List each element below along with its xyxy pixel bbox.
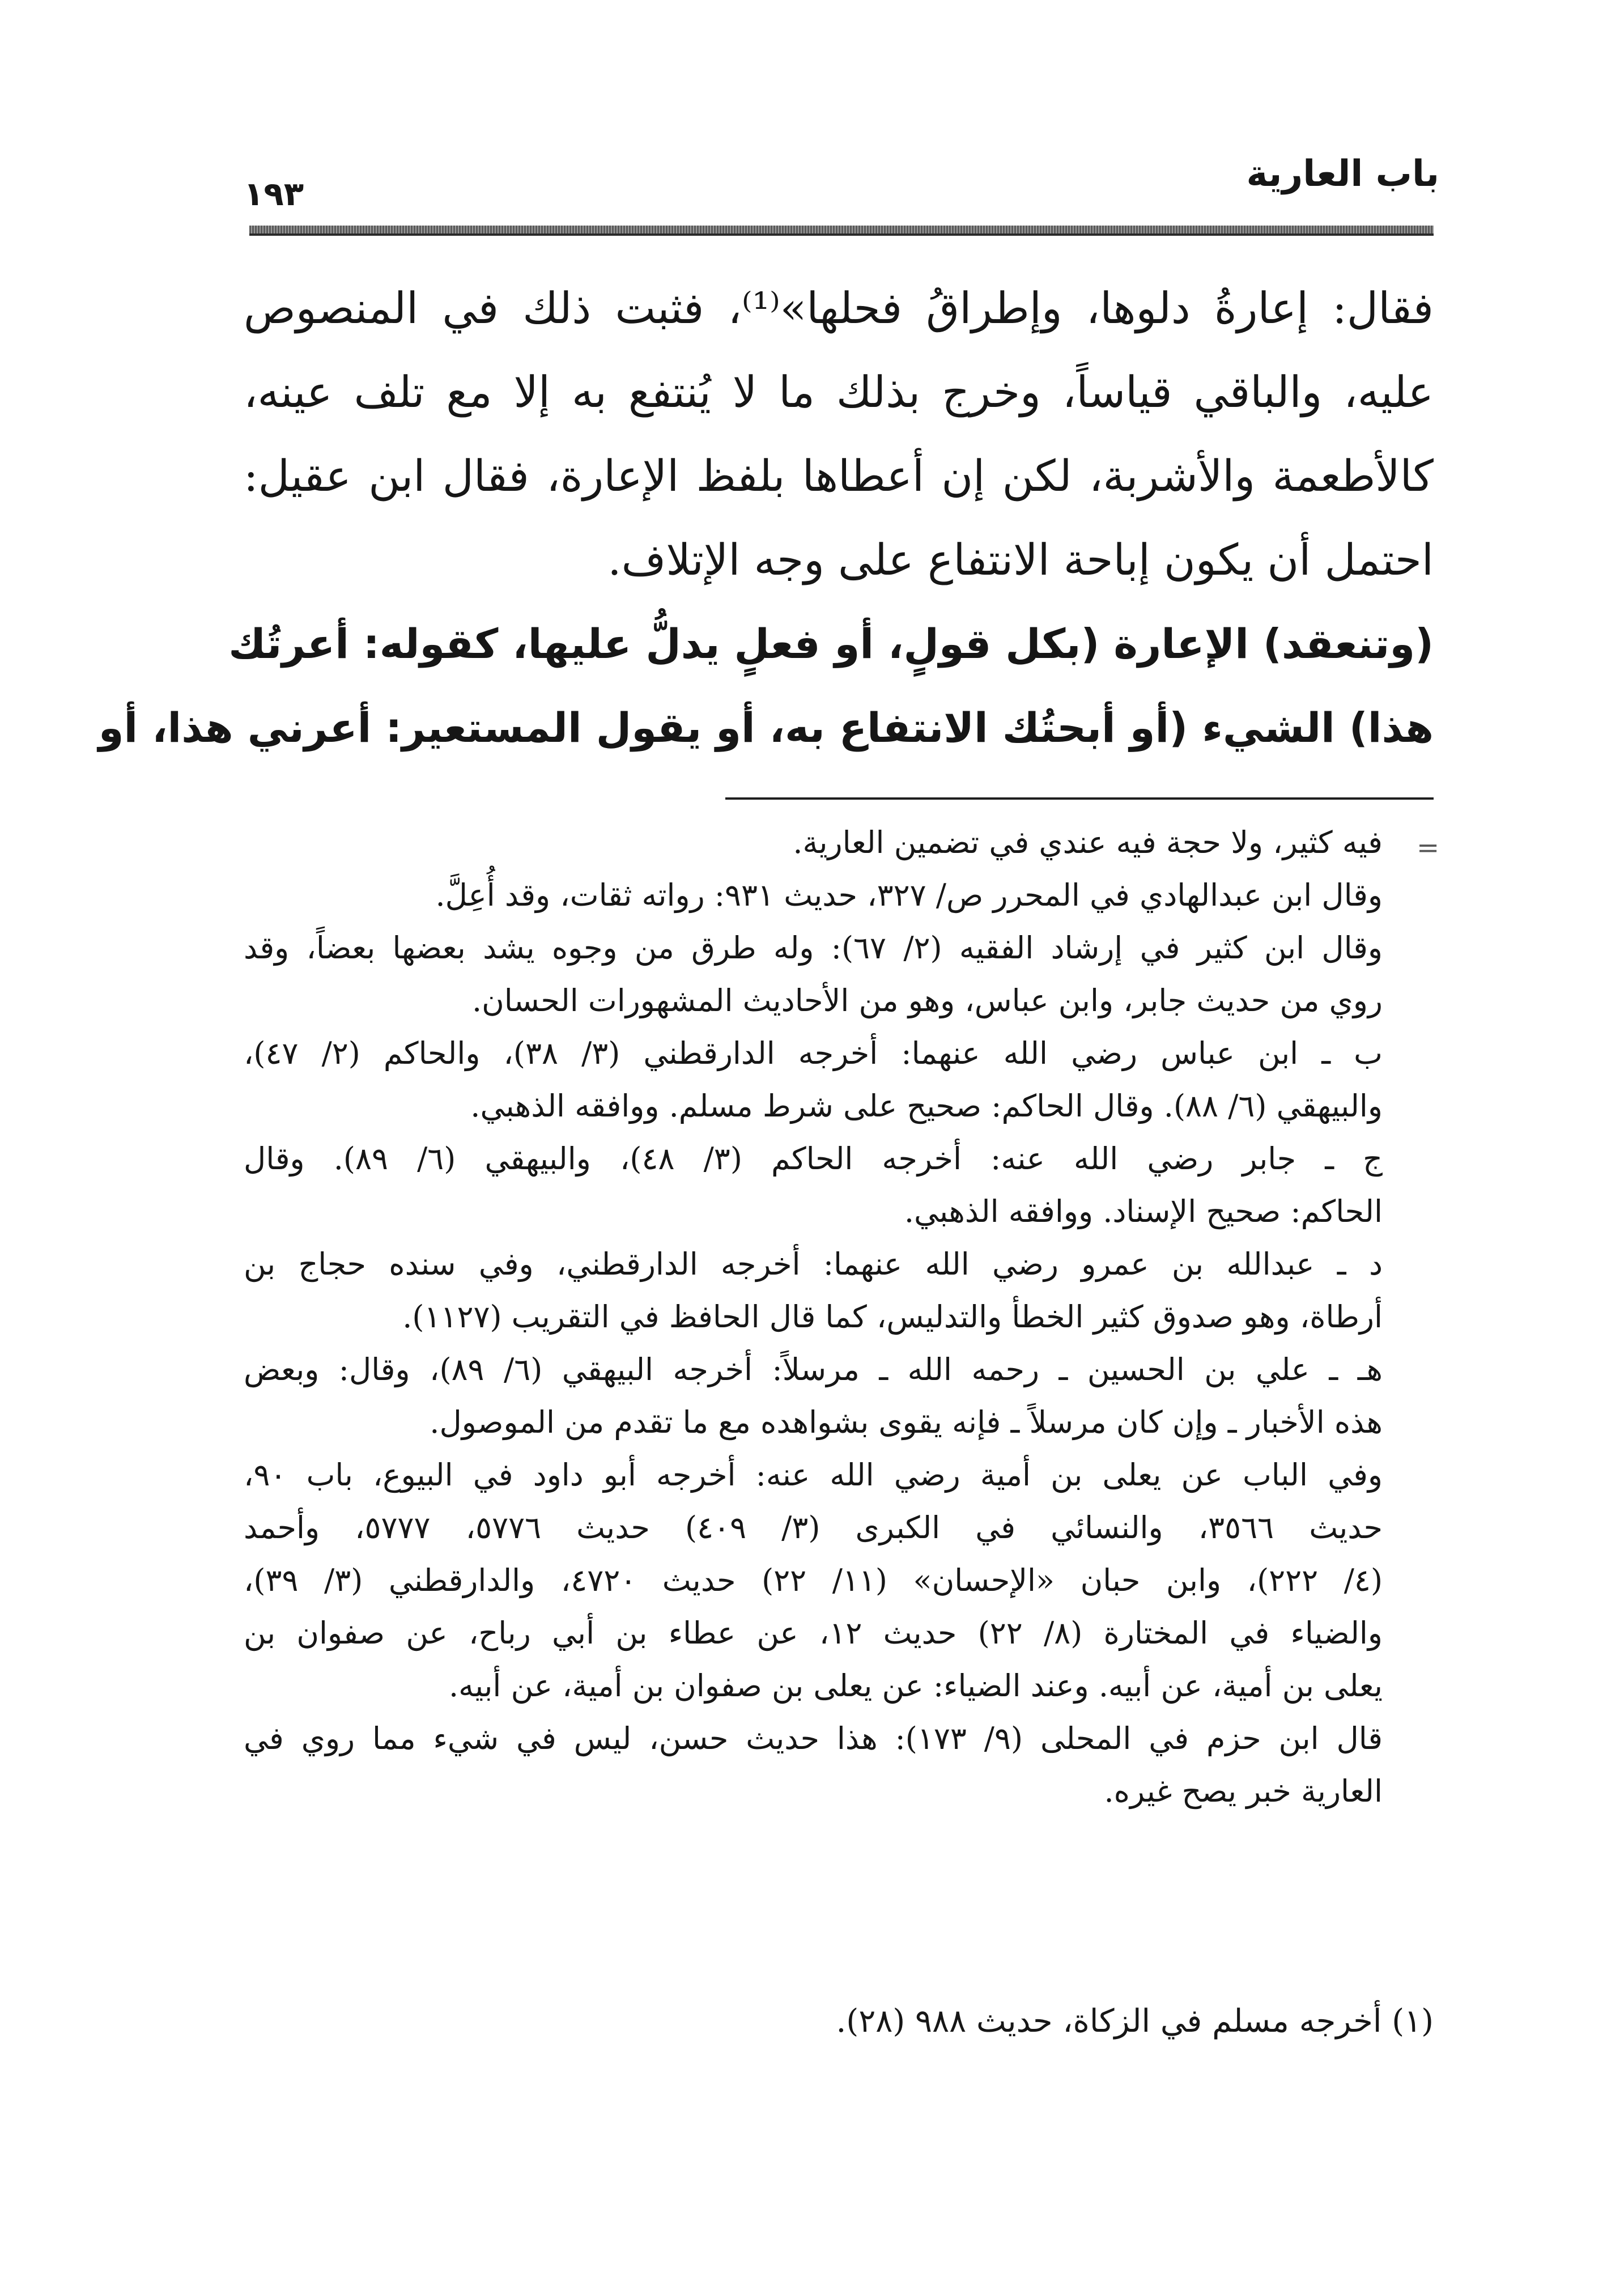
- footnote-line: هـ ـ علي بن الحسين ـ رحمه الله ـ مرسلاً: أخرجه البيهقي (٦/ ٨٩)، وقال: وبعض: [244, 1352, 1383, 1387]
- main-text-line: احتمل أن يكون إباحة الانتفاع على وجه الإتلاف.: [607, 534, 1434, 585]
- main-text: [98, 266, 1434, 770]
- page-number: ١٩٣: [244, 175, 304, 213]
- footnote-line: ج ـ جابر رضي الله عنه: أخرجه الحاكم (٣/ ٤٨)، والبيهقي (٦/ ٨٩). وقال: [244, 1141, 1383, 1177]
- footnote-line: روي من حديث جابر، وابن عباس، وهو من الأحاديث المشهورات الحسان.: [471, 983, 1383, 1018]
- footnote-line: العارية خبر يصح غيره.: [1104, 1773, 1383, 1809]
- footnote-line: فيه كثير، ولا حجة فيه عندي في تضمين العارية.: [793, 825, 1383, 860]
- footnote-line: الحاكم: صحيح الإسناد. ووافقه الذهبي.: [904, 1194, 1383, 1229]
- footnote-line: وقال ابن كثير في إرشاد الفقيه (٢/ ٦٧): وله طرق من وجوه يشد بعضها بعضاً، وقد: [244, 930, 1383, 966]
- footnote-line: والضياء في المختارة (٨/ ٢٢) حديث ١٢، عن عطاء بن أبي رباح، عن صفوان بن: [244, 1615, 1383, 1651]
- footnote-line: (٤/ ٢٢٢)، وابن حبان «الإحسان» (١١/ ٢٢) حديث ٤٧٢٠، والدارقطني (٣/ ٣٩)،: [244, 1562, 1383, 1598]
- main-text-line: فقال: إعارةُ دلوها، وإطراقُ فحلها»⁽¹⁾، فثبت ذلك في المنصوص: [244, 283, 1434, 333]
- footnote-line: حديث ٣٥٦٦، والنسائي في الكبرى (٣/ ٤٠٩) حديث ٥٧٧٦، ٥٧٧٧، وأحمد: [244, 1510, 1383, 1545]
- continuation-mark: =: [1417, 832, 1440, 864]
- footnotes: [244, 816, 1383, 1818]
- footnote-line: هذه الأخبار ـ وإن كان مرسلاً ـ فإنه يقوى بشواهده مع ما تقدم من الموصول.: [430, 1404, 1383, 1440]
- main-text-line: هذا) الشيء (أو أبحتُك الانتفاع به، أو يقول المستعير: أعرني هذا، أو: [98, 704, 1434, 751]
- footnote-line: أرطاة، وهو صدوق كثير الخطأ والتدليس، كما قال الحافظ في التقريب (١١٢٧).: [402, 1299, 1383, 1335]
- footnote-line: د ـ عبدالله بن عمرو رضي الله عنهما: أخرجه الدارقطني، وفي سنده حجاج بن: [244, 1246, 1383, 1282]
- footnote-separator: [725, 797, 1434, 800]
- header-rule: [249, 226, 1434, 236]
- footnote-line: ب ـ ابن عباس رضي الله عنهما: أخرجه الدارقطني (٣/ ٣٨)، والحاكم (٢/ ٤٧)،: [244, 1035, 1383, 1071]
- main-text-line: عليه، والباقي قياساً، وخرج بذلك ما لا يُنتفع به إلا مع تلف عينه،: [244, 367, 1434, 417]
- footnote-line: والبيهقي (٦/ ٨٨). وقال الحاكم: صحيح على شرط مسلم. ووافقه الذهبي.: [470, 1088, 1383, 1124]
- page-header: [244, 147, 1439, 232]
- footnote-line: وقال ابن عبدالهادي في المحرر ص/ ٣٢٧، حديث ٩٣١: رواته ثقات، وقد أُعِلَّ.: [435, 877, 1383, 913]
- main-text-line: (وتنعقد) الإعارة (بكل قولٍ، أو فعلٍ يدلُّ عليها، كقوله: أعرتُك: [228, 620, 1434, 668]
- footnote-line: يعلى بن أمية، عن أبيه. وعند الضياء: عن يعلى بن صفوان بن أمية، عن أبيه.: [448, 1668, 1383, 1704]
- chapter-title: باب العارية: [1246, 153, 1439, 195]
- main-text-line: كالأطعمة والأشربة، لكن إن أعطاها بلفظ الإعارة، فقال ابن عقيل:: [244, 451, 1434, 501]
- footnote-line: وفي الباب عن يعلى بن أمية رضي الله عنه: أخرجه أبو داود في البيوع، باب ٩٠،: [244, 1457, 1383, 1493]
- footnote-1: (١) أخرجه مسلم في الزكاة، حديث ٩٨٨ (٢٨).: [836, 2003, 1434, 2040]
- footnote-line: قال ابن حزم في المحلى (٩/ ١٧٣): هذا حديث حسن، ليس في شيء مما روي في: [244, 1721, 1383, 1756]
